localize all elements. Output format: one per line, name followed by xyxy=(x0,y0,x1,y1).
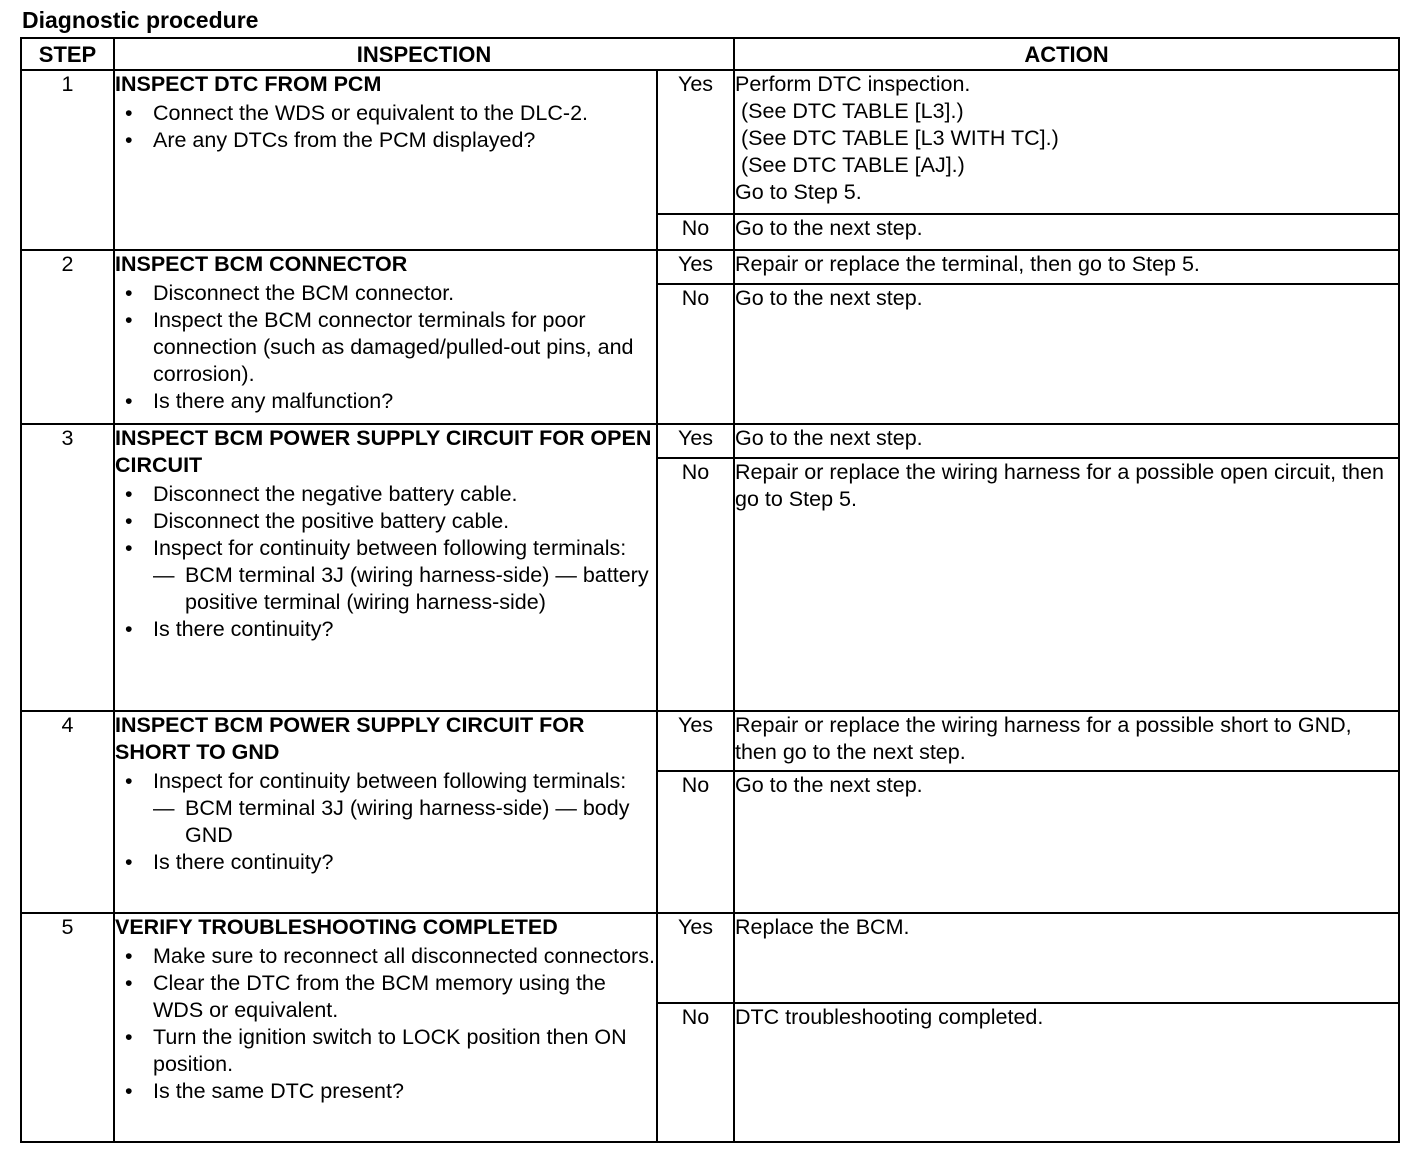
inspection-item: • Disconnect the negative battery cable. xyxy=(115,481,656,508)
step-3-yes-row xyxy=(21,424,1399,458)
no-label: No xyxy=(657,458,734,711)
no-label: No xyxy=(657,771,734,913)
yes-action xyxy=(734,70,1399,214)
terminal-pair xyxy=(153,562,656,616)
step-title: VERIFY TROUBLESHOOTING COMPLETED xyxy=(115,915,558,940)
no-label: No xyxy=(657,1003,734,1142)
inspection-item: • Is the same DTC present? xyxy=(115,1078,656,1105)
terminal-pair xyxy=(153,795,656,849)
dash-mark: — xyxy=(153,795,175,820)
step-number: 4 xyxy=(21,711,114,914)
header-action: ACTION xyxy=(734,38,1399,70)
step-number: 5 xyxy=(21,913,114,1142)
header-row xyxy=(21,38,1399,70)
dash-mark: — xyxy=(153,562,175,587)
step-1-yes-row xyxy=(21,70,1399,214)
inspection-item xyxy=(115,768,656,849)
step-number: 1 xyxy=(21,70,114,250)
inspection-item: • Is there any malfunction? xyxy=(115,388,656,415)
inspection-item: • Make sure to reconnect all disconnected connectors. xyxy=(115,943,656,970)
step-5-inspection xyxy=(114,913,657,1142)
step-4-yes-row xyxy=(21,711,1399,771)
action-line: Perform DTC inspection. xyxy=(735,72,971,96)
step-title: INSPECT BCM POWER SUPPLY CIRCUIT FOR SHORT TO GND xyxy=(115,712,585,764)
no-label: No xyxy=(657,214,734,250)
no-action: Go to the next step. xyxy=(734,284,1399,424)
header-inspection: INSPECTION xyxy=(114,38,734,70)
yes-action: Replace the BCM. xyxy=(734,913,1399,1002)
no-action: Go to the next step. xyxy=(734,771,1399,913)
inspection-item-text: Inspect for continuity between following terminals: xyxy=(153,768,627,793)
no-action: DTC troubleshooting completed. xyxy=(734,1003,1399,1142)
step-title: INSPECT BCM POWER SUPPLY CIRCUIT FOR OPEN CIRCUIT xyxy=(115,425,652,477)
inspection-item: • Inspect the BCM connector terminals for poor connection (such as damaged/pulled-out pins, and corrosion). xyxy=(115,307,656,388)
yes-label: Yes xyxy=(657,70,734,214)
step-5-yes-row xyxy=(21,913,1399,1002)
no-action: Repair or replace the wiring harness for a possible open circuit, then go to Step 5. xyxy=(734,458,1399,711)
step-3-inspection xyxy=(114,424,657,711)
terminal-pair-text: BCM terminal 3J (wiring harness-side) — body GND xyxy=(185,795,630,847)
inspection-item: • Disconnect the BCM connector. xyxy=(115,280,656,307)
yes-action: Repair or replace the terminal, then go to Step 5. xyxy=(734,250,1399,283)
yes-label: Yes xyxy=(657,250,734,283)
action-line: Go to Step 5. xyxy=(735,180,862,204)
step-2-inspection xyxy=(114,250,657,423)
diagnostic-table xyxy=(20,37,1400,1143)
terminal-pair-text: BCM terminal 3J (wiring harness-side) — battery positive terminal (wiring harness-side) xyxy=(185,562,649,614)
inspection-item xyxy=(115,535,656,616)
step-title: INSPECT BCM CONNECTOR xyxy=(115,252,408,277)
inspection-item: • Disconnect the positive battery cable. xyxy=(115,508,656,535)
inspection-item-text: Inspect for continuity between following terminals: xyxy=(153,535,627,560)
step-title: INSPECT DTC FROM PCM xyxy=(115,72,382,96)
action-line: (See DTC TABLE [L3 WITH TC].) xyxy=(741,126,1059,150)
no-label: No xyxy=(657,284,734,424)
yes-label: Yes xyxy=(657,711,734,771)
inspection-item: • Is there continuity? xyxy=(115,849,656,876)
inspection-item: • Turn the ignition switch to LOCK position then ON position. xyxy=(115,1024,656,1078)
step-1-inspection xyxy=(114,70,657,250)
step-2-yes-row xyxy=(21,250,1399,283)
yes-action: Go to the next step. xyxy=(734,424,1399,458)
yes-label: Yes xyxy=(657,913,734,1002)
inspection-item: • Is there continuity? xyxy=(115,616,656,643)
step-number: 3 xyxy=(21,424,114,711)
step-4-inspection xyxy=(114,711,657,914)
page-title: Diagnostic procedure xyxy=(22,7,259,33)
step-number: 2 xyxy=(21,250,114,423)
inspection-item: • Connect the WDS or equivalent to the DLC-2. xyxy=(115,100,656,127)
inspection-item: • Clear the DTC from the BCM memory using the WDS or equivalent. xyxy=(115,970,656,1024)
action-line: (See DTC TABLE [AJ].) xyxy=(741,153,965,177)
action-line: (See DTC TABLE [L3].) xyxy=(741,99,964,123)
yes-action: Repair or replace the wiring harness for a possible short to GND, then go to the next step. xyxy=(734,711,1399,771)
header-step: STEP xyxy=(21,38,114,70)
no-action: Go to the next step. xyxy=(734,214,1399,250)
inspection-item: • Are any DTCs from the PCM displayed? xyxy=(115,127,656,154)
yes-label: Yes xyxy=(657,424,734,458)
